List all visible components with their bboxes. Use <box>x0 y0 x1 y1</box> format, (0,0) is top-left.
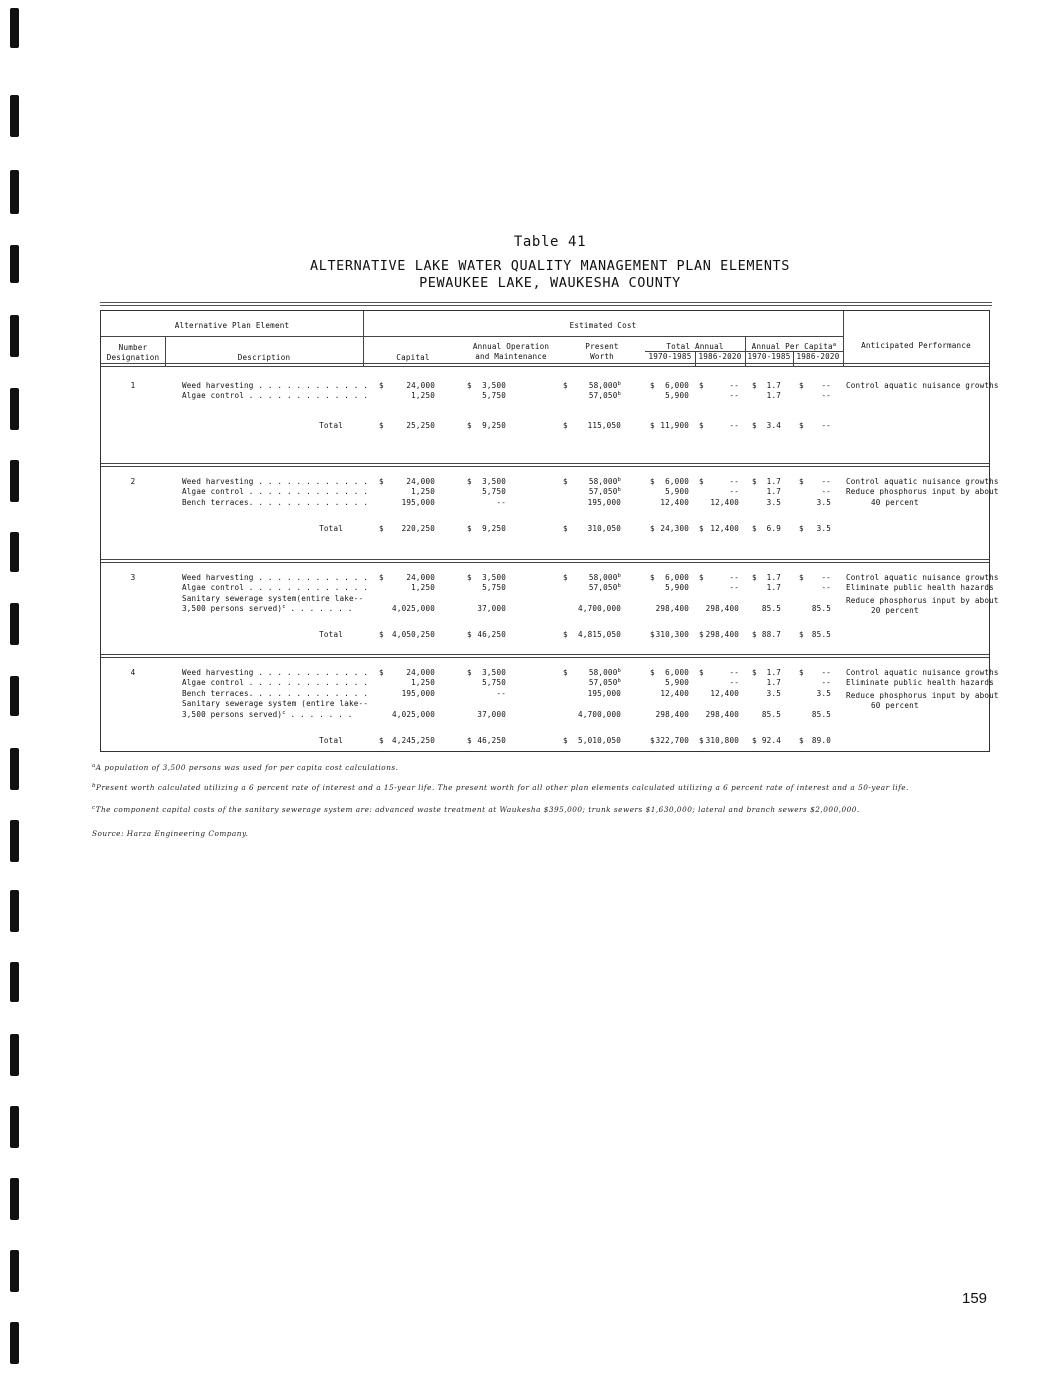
group-number: 1 <box>130 381 136 390</box>
dollar-sign-pc1: $ <box>752 381 757 390</box>
cell-ta2: 310,800 <box>705 735 739 745</box>
footnote-mark: b <box>617 668 621 674</box>
cell-om: 3,500 <box>482 477 506 486</box>
row-description: Sanitary sewerage system(entire lake-- <box>182 593 364 603</box>
dollar-sign-pc2: $ <box>799 735 804 745</box>
cell-ta1: 5,900 <box>665 583 689 593</box>
header-anticipated-performance: Anticipated Performance <box>861 341 971 350</box>
cell-ta1: 6,000 <box>665 477 689 486</box>
cell-pw: 195,000 <box>587 688 621 698</box>
table-title: ALTERNATIVE LAKE WATER QUALITY MANAGEMENT PLAN ELEMENTS <box>309 258 791 274</box>
row-description: Bench terraces. . . . . . . . . . . . . <box>182 688 369 698</box>
cell-pc1: 1.7 <box>766 477 781 486</box>
cell-om: 5,750 <box>482 583 506 593</box>
cell-cap: 195,000 <box>401 497 435 507</box>
row-description: Algae control . . . . . . . . . . . . . <box>182 678 369 688</box>
dollar-sign-cap: $ <box>379 523 384 533</box>
cell-ta1: 6,000 <box>665 381 689 390</box>
header-pc-period-1: 1970-1985 <box>747 352 791 361</box>
cell-pc2: 85.5 <box>811 709 831 719</box>
cell-cap: 25,250 <box>406 421 435 431</box>
performance-text: Control aquatic nuisance growths <box>846 477 999 486</box>
cell-pc2: -- <box>821 421 831 431</box>
dollar-sign-pc2: $ <box>799 381 804 390</box>
dollar-sign-ta1: $ <box>650 668 655 677</box>
header-annual-om-2: and Maintenance <box>475 352 547 361</box>
dollar-sign-ta2: $ <box>699 630 704 640</box>
dollar-sign-pw: $ <box>563 477 568 486</box>
dollar-sign-om: $ <box>467 573 472 582</box>
cell-ta1: 12,400 <box>660 688 689 698</box>
performance-text: Control aquatic nuisance growths <box>846 573 999 582</box>
footnote-mark: b <box>617 583 621 590</box>
row-description: Weed harvesting . . . . . . . . . . . . <box>182 381 369 390</box>
source-note: Source: Harza Engineering Company. <box>92 829 249 838</box>
performance-text: 20 percent <box>871 606 919 616</box>
header-pc-period-2: 1986-2020 <box>796 352 840 361</box>
header-designation: Designation <box>106 353 160 362</box>
dollar-sign-pw: $ <box>563 573 568 582</box>
cell-pw: 58,000$^b$ <box>588 477 621 486</box>
dollar-sign-pw: $ <box>563 668 568 677</box>
cell-pc1: 1.7 <box>766 573 781 582</box>
cost-table <box>100 310 999 752</box>
footnote-mark: b <box>617 573 621 579</box>
cell-ta1: 6,000 <box>665 573 689 582</box>
cell-pc2: -- <box>821 573 831 582</box>
cell-om: 9,250 <box>482 421 506 431</box>
row-description: Bench terraces. . . . . . . . . . . . . <box>182 497 369 507</box>
cell-pw: 4,700,000 <box>578 604 621 614</box>
cell-ta2: -- <box>729 668 739 677</box>
cell-pw: 57,050$^b$ <box>588 391 621 401</box>
cell-cap: 24,000 <box>406 477 435 486</box>
dollar-sign-ta2: $ <box>699 735 704 745</box>
cell-pc1: 3.5 <box>766 688 781 698</box>
cell-pc1: 85.5 <box>761 709 781 719</box>
cell-om: 46,250 <box>477 735 506 745</box>
cell-pc2: -- <box>821 391 831 401</box>
dollar-sign-cap: $ <box>379 421 384 431</box>
cell-om: 5,750 <box>482 391 506 401</box>
performance-text: Reduce phosphorus input by about <box>846 690 999 700</box>
total-label: Total <box>319 421 343 431</box>
dollar-sign-om: $ <box>467 381 472 390</box>
dollar-sign-ta1: $ <box>650 421 655 431</box>
cell-cap: 4,025,000 <box>392 604 435 614</box>
group-number: 3 <box>130 573 136 582</box>
cell-pc1: 1.7 <box>766 391 781 401</box>
footnote-text: A population of 3,500 persons was used for per capita cost calculations. <box>95 763 399 772</box>
cell-pc2: 3.5 <box>816 688 831 698</box>
header-annual-om-1: Annual Operation <box>472 342 550 351</box>
footnote-mark: b <box>617 391 621 398</box>
total-label: Total <box>319 630 343 640</box>
cell-ta2: -- <box>729 477 739 486</box>
dollar-sign-ta2: $ <box>699 421 704 431</box>
cell-ta1: 11,900 <box>660 421 689 431</box>
performance-text: 60 percent <box>871 701 919 711</box>
dollar-sign-ta2: $ <box>699 477 704 486</box>
cell-pw: 195,000 <box>587 497 621 507</box>
dollar-sign-ta1: $ <box>650 735 655 745</box>
cell-om: -- <box>496 688 506 698</box>
cell-pc2: 3.5 <box>816 497 831 507</box>
cell-pc2: -- <box>821 477 831 486</box>
footnote-mark: a <box>832 342 837 348</box>
footnote-mark: b <box>92 783 97 789</box>
cell-ta1: 5,900 <box>665 391 689 401</box>
cell-ta1: 6,000 <box>665 668 689 677</box>
top-rule <box>100 302 992 303</box>
cell-ta2: -- <box>729 487 739 497</box>
cell-cap: 1,250 <box>411 583 435 593</box>
dollar-sign-ta1: $ <box>650 477 655 486</box>
performance-text: 40 percent <box>871 497 919 507</box>
cell-pc1: 92.4 <box>761 735 781 745</box>
cell-pc1: 1.7 <box>766 678 781 688</box>
description-leader: . . . . . . . <box>285 709 353 719</box>
dollar-sign-cap: $ <box>379 668 384 677</box>
dollar-sign-pc2: $ <box>799 630 804 640</box>
dollar-sign-cap: $ <box>379 573 384 582</box>
footnote-text: The component capital costs of the sanitary sewerage system are: advanced waste treatment at Waukesha $395,000; trunk sewers $1,630,000; lateral and branch sewers $2,000,000. <box>95 805 860 814</box>
cell-pw: 58,000$^b$ <box>588 573 621 582</box>
dollar-sign-pc1: $ <box>752 735 757 745</box>
dollar-sign-ta1: $ <box>650 630 655 640</box>
dollar-sign-pc1: $ <box>752 477 757 486</box>
dollar-sign-om: $ <box>467 630 472 640</box>
row-description: Algae control . . . . . . . . . . . . . <box>182 391 369 401</box>
cell-pw: 5,010,050 <box>578 735 621 745</box>
cell-cap: 1,250 <box>411 487 435 497</box>
performance-text: Reduce phosphorus input by about <box>846 595 999 605</box>
cell-om: 3,500 <box>482 573 506 582</box>
dollar-sign-ta2: $ <box>699 668 704 677</box>
cell-pc1: 1.7 <box>766 668 781 677</box>
cell-ta1: 12,400 <box>660 497 689 507</box>
performance-text: Eliminate public health hazards <box>846 583 994 593</box>
table-number: Table 41 <box>513 234 587 250</box>
dollar-sign-pc2: $ <box>799 523 804 533</box>
table-subtitle: PEWAUKEE LAKE, WAUKESHA COUNTY <box>419 275 681 291</box>
cell-pw: 57,050$^b$ <box>588 583 621 593</box>
performance-text: Control aquatic nuisance growths <box>846 668 999 677</box>
dollar-sign-pc2: $ <box>799 477 804 486</box>
dollar-sign-pw: $ <box>563 630 568 640</box>
cell-cap: 1,250 <box>411 678 435 688</box>
cell-om: 3,500 <box>482 381 506 390</box>
cell-om: 5,750 <box>482 678 506 688</box>
footnote-text: Present worth calculated utilizing a 6 percent rate of interest and a 15-year life. The present worth for all other plan elements calculated utilizing a 6 percent rate of interest and a 50-year life. <box>96 783 909 792</box>
header-ta-period-2: 1986-2020 <box>698 352 742 361</box>
footnote-c <box>92 805 860 814</box>
dollar-sign-ta1: $ <box>650 381 655 390</box>
header-present-2: Worth <box>590 352 614 361</box>
header-ta-period-1: 1970-1985 <box>648 352 692 361</box>
footnote-mark: b <box>617 487 621 494</box>
cell-pc2: 85.5 <box>811 604 831 614</box>
footnote-mark: b <box>617 477 621 483</box>
cell-pw: 57,050$^b$ <box>588 487 621 497</box>
dollar-sign-pw: $ <box>563 735 568 745</box>
cell-pc2: -- <box>821 487 831 497</box>
cell-om: 37,000 <box>477 604 506 614</box>
header-number: Number <box>118 343 148 352</box>
cell-ta1: 298,400 <box>655 709 689 719</box>
cell-om: 46,250 <box>477 630 506 640</box>
cell-ta2: 298,400 <box>705 709 739 719</box>
dollar-sign-cap: $ <box>379 381 384 390</box>
cell-pc2: -- <box>821 668 831 677</box>
cell-ta2: -- <box>729 678 739 688</box>
cell-cap: 24,000 <box>406 573 435 582</box>
cell-ta2: 12,400 <box>710 523 739 533</box>
cell-ta2: -- <box>729 381 739 390</box>
header-total-annual: Total Annual <box>666 342 724 351</box>
dollar-sign-ta1: $ <box>650 573 655 582</box>
header-description: Description <box>237 353 291 362</box>
cell-cap: 220,250 <box>401 523 435 533</box>
row-description: Weed harvesting . . . . . . . . . . . . <box>182 573 369 582</box>
dollar-sign-pc1: $ <box>752 573 757 582</box>
performance-text: Eliminate public health hazards <box>846 678 994 688</box>
dollar-sign-pc2: $ <box>799 573 804 582</box>
cell-ta1: 310,300 <box>655 630 689 640</box>
cell-cap: 4,245,250 <box>392 735 435 745</box>
cell-cap: 4,050,250 <box>392 630 435 640</box>
row-description: 3,500 persons served)$^c$ . . . . . . . <box>182 604 353 614</box>
footnote-mark: c <box>92 805 96 811</box>
footnote-mark: a <box>92 763 96 769</box>
cell-pw: 58,000$^b$ <box>588 381 621 390</box>
cell-ta1: 5,900 <box>665 678 689 688</box>
row-description: Weed harvesting . . . . . . . . . . . . <box>182 477 369 486</box>
dollar-sign-pw: $ <box>563 381 568 390</box>
cell-pw: 57,050$^b$ <box>588 678 621 688</box>
header-estimated-cost: Estimated Cost <box>569 321 637 330</box>
dollar-sign-pc1: $ <box>752 421 757 431</box>
dollar-sign-om: $ <box>467 668 472 677</box>
cell-pc2: 3.5 <box>816 523 831 533</box>
cell-cap: 24,000 <box>406 668 435 677</box>
header-present-1: Present <box>585 342 619 351</box>
cell-pc2: -- <box>821 678 831 688</box>
dollar-sign-om: $ <box>467 421 472 431</box>
cell-om: -- <box>496 497 506 507</box>
cell-pw: 310,050 <box>587 523 621 533</box>
cell-pc1: 1.7 <box>766 583 781 593</box>
cell-om: 37,000 <box>477 709 506 719</box>
group-number: 2 <box>130 477 136 486</box>
top-rule-2 <box>100 305 992 306</box>
header-alt-plan-element: Alternative Plan Element <box>174 321 290 330</box>
cell-cap: 1,250 <box>411 391 435 401</box>
cell-pc1: 3.5 <box>766 497 781 507</box>
cell-ta2: 12,400 <box>710 688 739 698</box>
total-label: Total <box>319 735 343 745</box>
cell-cap: 4,025,000 <box>392 709 435 719</box>
cell-pc2: 85.5 <box>811 630 831 640</box>
cell-om: 3,500 <box>482 668 506 677</box>
cell-ta1: 24,300 <box>660 523 689 533</box>
footnote-mark: c <box>282 604 286 611</box>
cell-pw: 4,815,050 <box>578 630 621 640</box>
row-description: Sanitary sewerage system (entire lake-- <box>182 699 369 709</box>
dollar-sign-pc1: $ <box>752 523 757 533</box>
cell-pc1: 88.7 <box>761 630 781 640</box>
cell-ta1: 298,400 <box>655 604 689 614</box>
cell-ta2: 298,400 <box>705 630 739 640</box>
dollar-sign-om: $ <box>467 477 472 486</box>
performance-text: Control aquatic nuisance growths <box>846 381 999 390</box>
group-number: 4 <box>130 668 136 677</box>
cell-ta2: -- <box>729 583 739 593</box>
cell-pc1: 6.9 <box>766 523 781 533</box>
cell-om: 9,250 <box>482 523 506 533</box>
cell-ta2: -- <box>729 421 739 431</box>
footnote-mark: c <box>282 709 286 716</box>
performance-text: Reduce phosphorus input by about <box>846 487 999 497</box>
dollar-sign-pc1: $ <box>752 630 757 640</box>
header-per-capita-text: Annual Per Capita <box>751 342 833 351</box>
row-description: Weed harvesting . . . . . . . . . . . . <box>182 668 369 677</box>
footnote-mark: b <box>617 678 621 685</box>
dollar-sign-pc2: $ <box>799 421 804 431</box>
dollar-sign-pc1: $ <box>752 668 757 677</box>
total-label: Total <box>319 523 343 533</box>
dollar-sign-ta2: $ <box>699 523 704 533</box>
footnote-mark: b <box>617 381 621 387</box>
cell-pc1: 1.7 <box>766 487 781 497</box>
footnote-a <box>92 763 398 772</box>
dollar-sign-cap: $ <box>379 735 384 745</box>
cell-pc1: 85.5 <box>761 604 781 614</box>
dollar-sign-om: $ <box>467 735 472 745</box>
cell-ta1: 5,900 <box>665 487 689 497</box>
dollar-sign-pc2: $ <box>799 668 804 677</box>
cell-cap: 24,000 <box>406 381 435 390</box>
cell-om: 5,750 <box>482 487 506 497</box>
dollar-sign-cap: $ <box>379 477 384 486</box>
cell-pw: 115,050 <box>587 421 621 431</box>
cell-pc2: 89.0 <box>811 735 831 745</box>
row-description: 3,500 persons served)$^c$ . . . . . . . <box>182 709 353 719</box>
cell-ta2: 298,400 <box>705 604 739 614</box>
binding-holes <box>0 0 30 1379</box>
cell-pc2: -- <box>821 381 831 390</box>
cell-pw: 4,700,000 <box>578 709 621 719</box>
header-capital: Capital <box>396 353 430 362</box>
row-description: Algae control . . . . . . . . . . . . . <box>182 583 369 593</box>
dollar-sign-pw: $ <box>563 523 568 533</box>
cell-ta2: -- <box>729 391 739 401</box>
dollar-sign-om: $ <box>467 523 472 533</box>
dollar-sign-pw: $ <box>563 421 568 431</box>
cell-cap: 195,000 <box>401 688 435 698</box>
description-leader: . . . . . . . <box>285 604 353 614</box>
dollar-sign-ta2: $ <box>699 381 704 390</box>
cell-pc1: 3.4 <box>766 421 781 431</box>
footnote-b <box>92 783 909 792</box>
cell-ta2: 12,400 <box>710 497 739 507</box>
page-number: 159 <box>962 1290 988 1307</box>
cell-ta2: -- <box>729 573 739 582</box>
cell-pc2: -- <box>821 583 831 593</box>
dollar-sign-ta1: $ <box>650 523 655 533</box>
cell-pw: 58,000$^b$ <box>588 668 621 677</box>
dollar-sign-ta2: $ <box>699 573 704 582</box>
row-description: Algae control . . . . . . . . . . . . . <box>182 487 369 497</box>
dollar-sign-cap: $ <box>379 630 384 640</box>
cell-ta1: 322,700 <box>655 735 689 745</box>
cell-pc1: 1.7 <box>766 381 781 390</box>
